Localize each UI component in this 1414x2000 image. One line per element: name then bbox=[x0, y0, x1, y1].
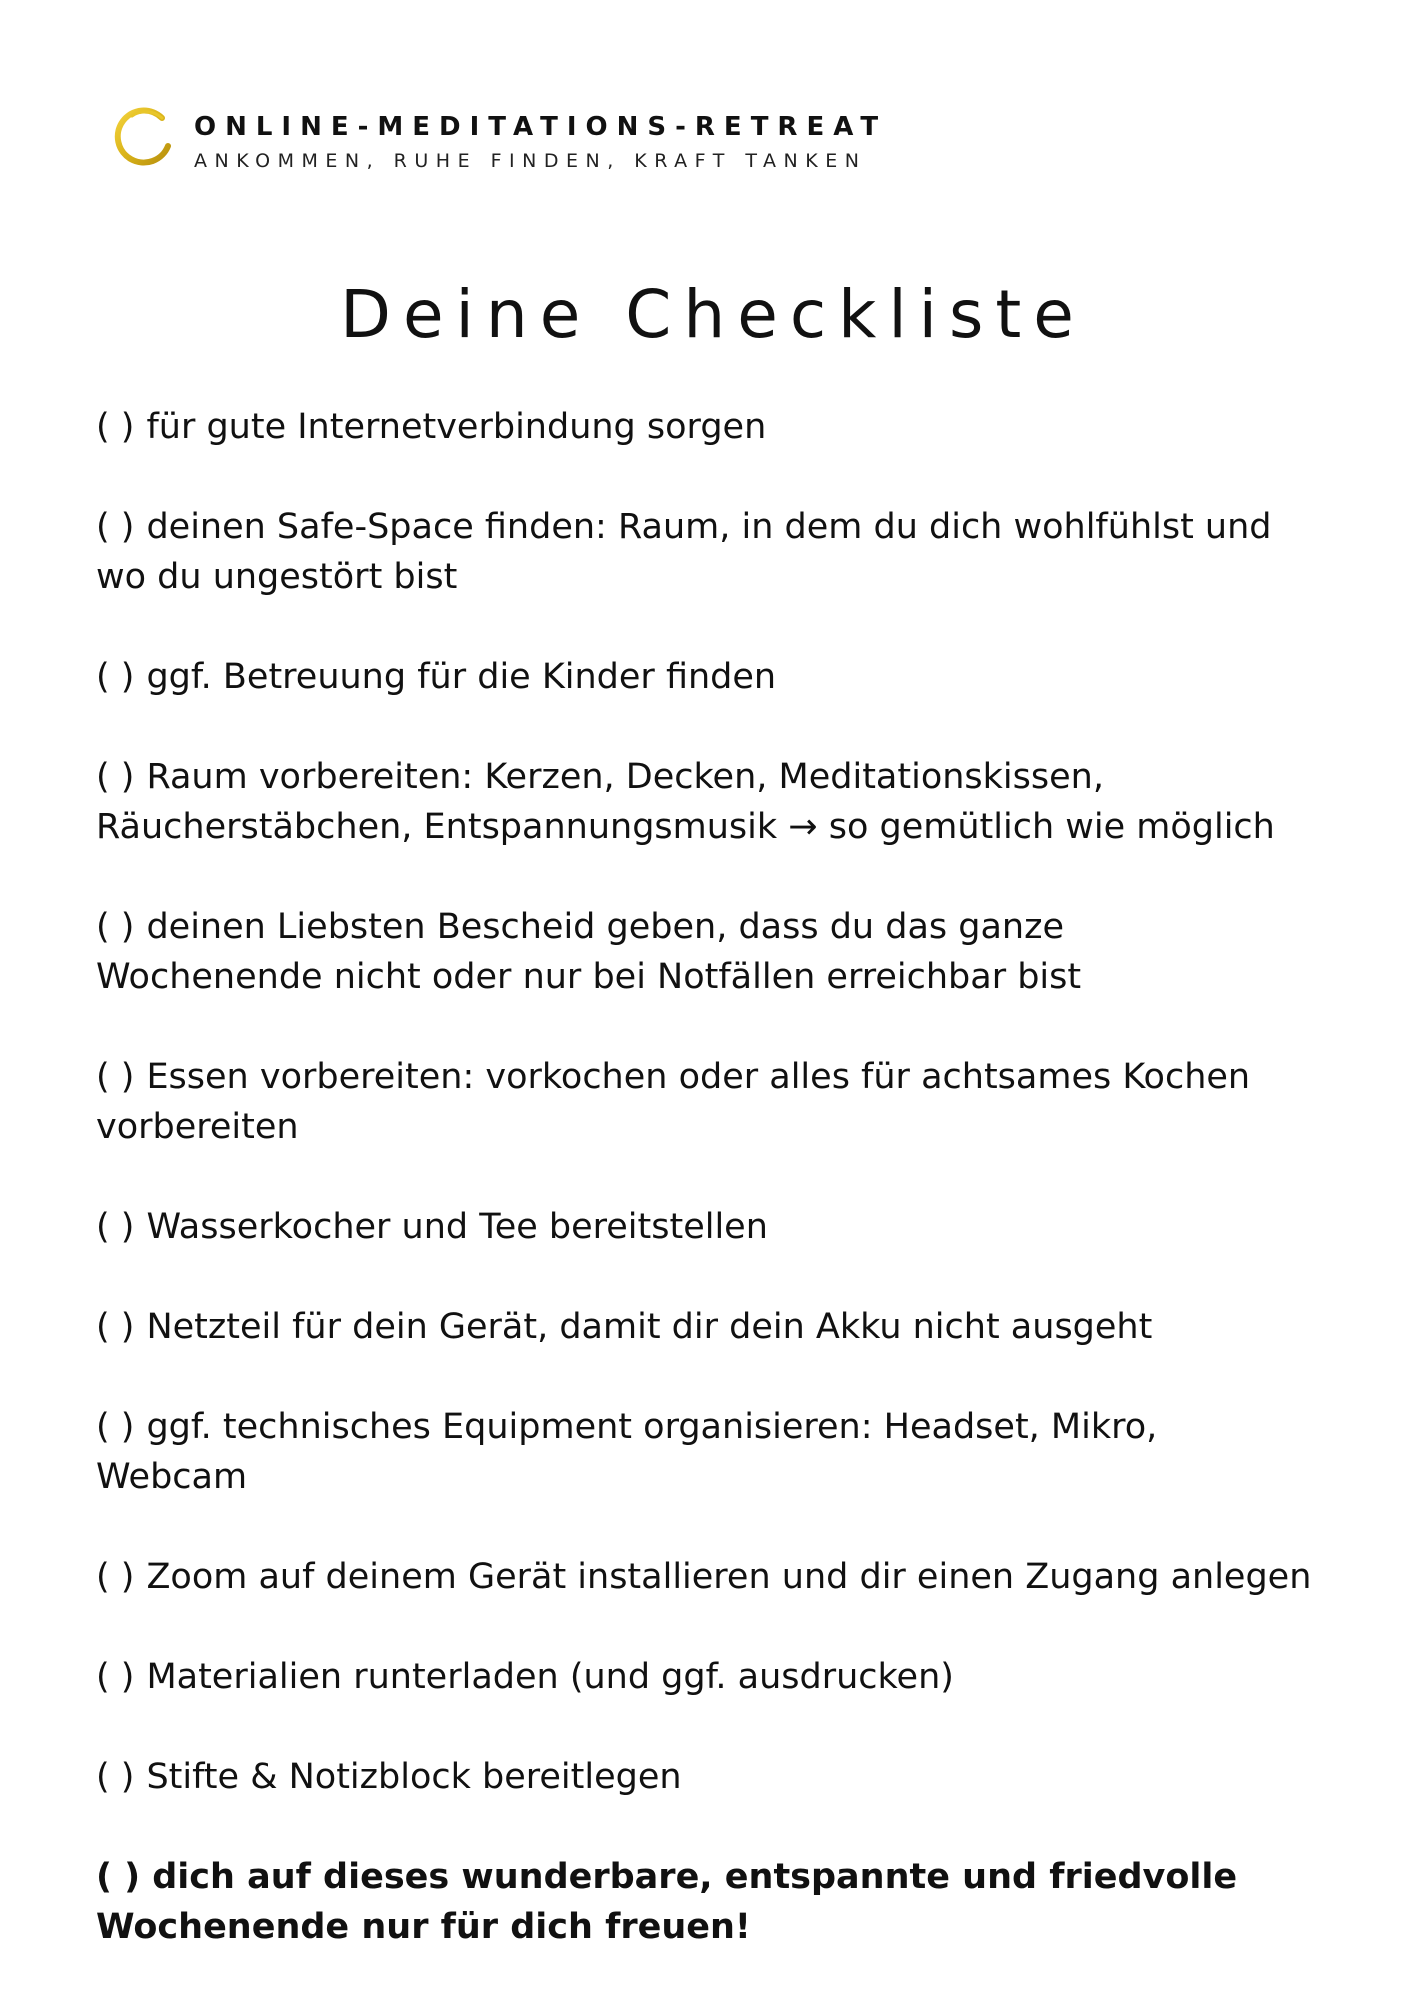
checklist-item-text: Essen vorbereiten: vorkochen oder alles für achtsames Kochen vorbereiten bbox=[96, 1057, 1251, 1147]
checkbox[interactable]: ( ) bbox=[96, 1057, 135, 1097]
checkbox[interactable]: ( ) bbox=[96, 1307, 135, 1347]
checklist-item bbox=[96, 902, 1336, 1002]
enso-logo-icon bbox=[112, 106, 176, 170]
checklist-item-text: Zoom auf deinem Gerät installieren und dir einen Zugang anlegen bbox=[146, 1557, 1312, 1597]
checkbox[interactable]: ( ) bbox=[96, 1857, 141, 1897]
checklist-item bbox=[96, 752, 1336, 852]
checklist-item-text: deinen Safe-Space finden: Raum, in dem du dich wohlfühlst und wo du ungestört bist bbox=[96, 507, 1272, 597]
checklist-item bbox=[96, 1402, 1336, 1502]
checklist bbox=[96, 402, 1336, 1952]
checkbox[interactable]: ( ) bbox=[96, 757, 135, 797]
checklist-item bbox=[96, 502, 1336, 602]
checklist-item-text: deinen Liebsten Bescheid geben, dass du das ganze Wochenende nicht oder nur bei Notfällen erreichbar bist bbox=[96, 907, 1082, 997]
checkbox[interactable]: ( ) bbox=[96, 657, 135, 697]
checkbox[interactable]: ( ) bbox=[96, 907, 135, 947]
checklist-item bbox=[96, 1302, 1336, 1352]
checklist-item bbox=[96, 1202, 1336, 1252]
checklist-item-text: Materialien runterladen (und ggf. ausdrucken) bbox=[146, 1657, 954, 1697]
checklist-item-text: für gute Internetverbindung sorgen bbox=[146, 407, 767, 447]
checklist-item-text: Raum vorbereiten: Kerzen, Decken, Meditationskissen, Räucherstäbchen, Entspannungsmusik → so gemütlich wie möglich bbox=[96, 757, 1275, 847]
checklist-item bbox=[96, 1052, 1336, 1152]
checkbox[interactable]: ( ) bbox=[96, 1657, 135, 1697]
checkbox[interactable]: ( ) bbox=[96, 1207, 135, 1247]
checkbox[interactable]: ( ) bbox=[96, 407, 135, 447]
checkbox[interactable]: ( ) bbox=[96, 1557, 135, 1597]
checklist-item-final bbox=[96, 1852, 1336, 1952]
checklist-item-text: Stifte & Notizblock bereitlegen bbox=[146, 1757, 682, 1797]
checklist-item bbox=[96, 1652, 1336, 1702]
checklist-item bbox=[96, 1552, 1336, 1602]
header bbox=[112, 104, 1012, 184]
brand-title: ONLINE-MEDITATIONS-RETREAT bbox=[194, 112, 888, 142]
checklist-item-text: Netzteil für dein Gerät, damit dir dein Akku nicht ausgeht bbox=[146, 1307, 1153, 1347]
checklist-item-text: ggf. Betreuung für die Kinder finden bbox=[146, 657, 777, 697]
checkbox[interactable]: ( ) bbox=[96, 1407, 135, 1447]
checklist-item bbox=[96, 652, 1336, 702]
checklist-item bbox=[96, 1752, 1336, 1802]
checkbox[interactable]: ( ) bbox=[96, 507, 135, 547]
checklist-item bbox=[96, 402, 1336, 452]
checklist-item-text: Wasserkocher und Tee bereitstellen bbox=[146, 1207, 768, 1247]
page-title: Deine Checkliste bbox=[340, 276, 1086, 353]
checklist-item-text: ggf. technisches Equipment organisieren: Headset, Mikro, Webcam bbox=[96, 1407, 1158, 1497]
checklist-item-text: dich auf dieses wunderbare, entspannte und friedvolle Wochenende nur für dich freuen! bbox=[96, 1857, 1238, 1947]
checkbox[interactable]: ( ) bbox=[96, 1757, 135, 1797]
brand-subtitle: ANKOMMEN, RUHE FINDEN, KRAFT TANKEN bbox=[194, 150, 867, 172]
